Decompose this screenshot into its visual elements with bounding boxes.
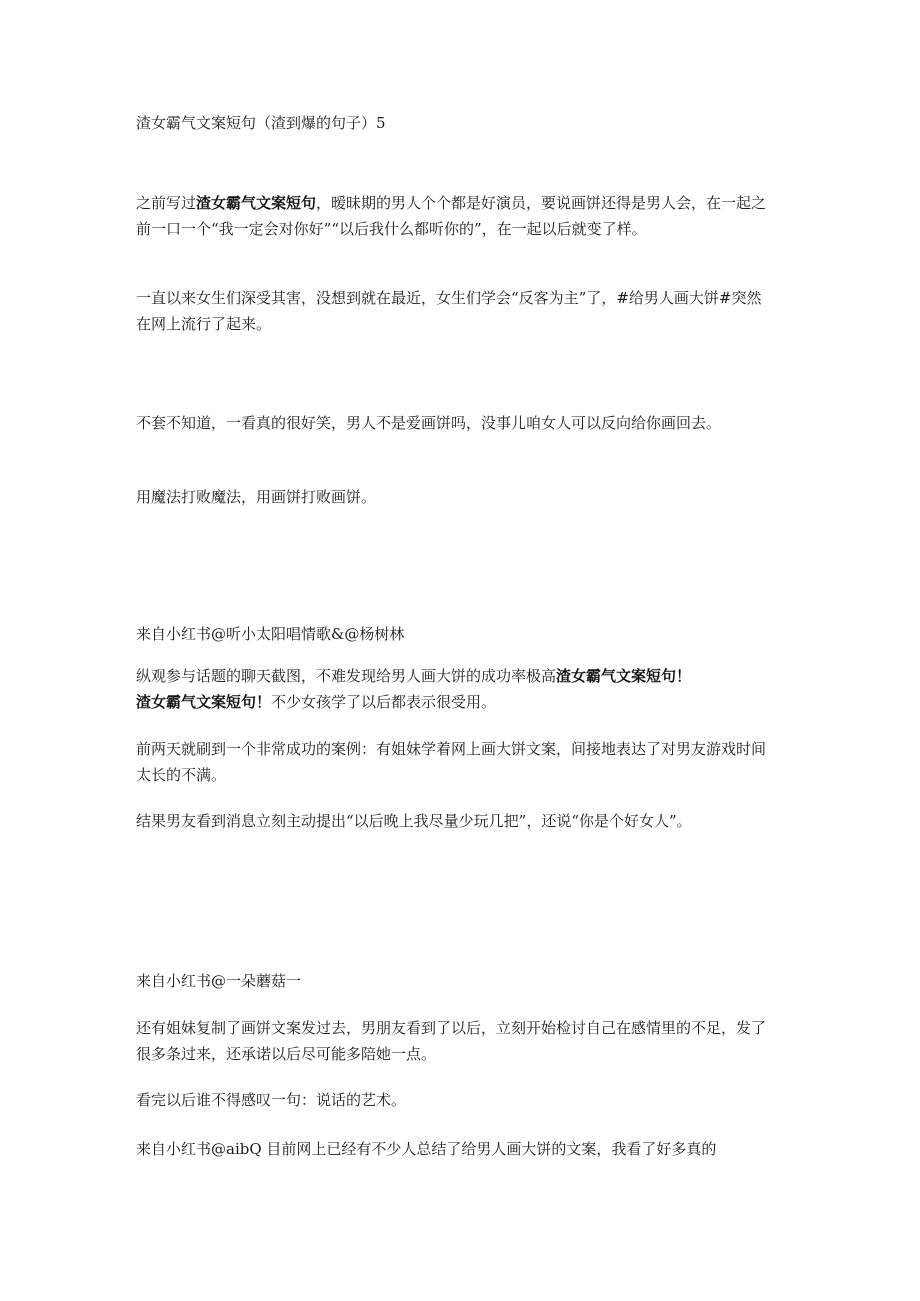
paragraph-summary: 来自小红书@aibQ 目前网上已经有不少人总结了给男人画大饼的文案，我看了好多真的: [136, 1140, 717, 1158]
bold-keyword: 渣女霸气文案短句: [196, 194, 317, 212]
document-title: 渣女霸气文案短句（渣到爆的句子）5: [136, 114, 386, 132]
paragraph-trend: 一直以来女生们深受其害，没想到就在最近，女生们学会“反客为主”了，#给男人画大饼#突然在网上流行了起来。: [136, 289, 762, 333]
paragraph-text: 之前写过: [136, 194, 197, 212]
paragraph-success-rate: [136, 663, 776, 715]
paragraph-intro: [136, 190, 776, 242]
paragraph-funny: 不套不知道，一看真的很好笑，男人不是爱画饼吗，没事儿咱女人可以反向给你画回去。: [136, 414, 722, 432]
bold-keyword: 渣女霸气文案短句！: [136, 693, 272, 711]
paragraph-case: 前两天就刷到一个非常成功的案例：有姐妹学着网上画大饼文案，间接地表达了对男友游戏时间太长的不满。: [136, 740, 767, 784]
paragraph-text: 纵观参与话题的聊天截图，不难发现给男人画大饼的成功率极高: [136, 667, 557, 685]
paragraph-text: ，暧昧期的男人个个都是好演员，要说画饼还得是男人会，在一起之前一口一个“我一定会对你好”“以后我什么都听你的”，在一起以后就变了样。: [136, 194, 767, 238]
paragraph-magic: 用魔法打败魔法，用画饼打败画饼。: [136, 488, 377, 506]
paragraph-reflection: 还有姐妹复制了画饼文案发过去，男朋友看到了以后，立刻开始检讨自己在感情里的不足，发了很多条过来，还承诺以后尽可能多陪她一点。: [136, 1019, 767, 1063]
source-credit-1: 来自小红书@听小太阳唱情歌&@杨树林: [136, 625, 405, 643]
paragraph-art: 看完以后谁不得感叹一句：说话的艺术。: [136, 1091, 407, 1109]
paragraph-text: 不少女孩学了以后都表示很受用。: [271, 693, 497, 711]
source-credit-2: 来自小红书@一朵蘑菇一: [136, 972, 302, 990]
paragraph-result: 结果男友看到消息立刻主动提出“以后晚上我尽量少玩几把”，还说“你是个好女人”。: [136, 812, 692, 830]
bold-keyword: 渣女霸气文案短句！: [556, 667, 692, 685]
